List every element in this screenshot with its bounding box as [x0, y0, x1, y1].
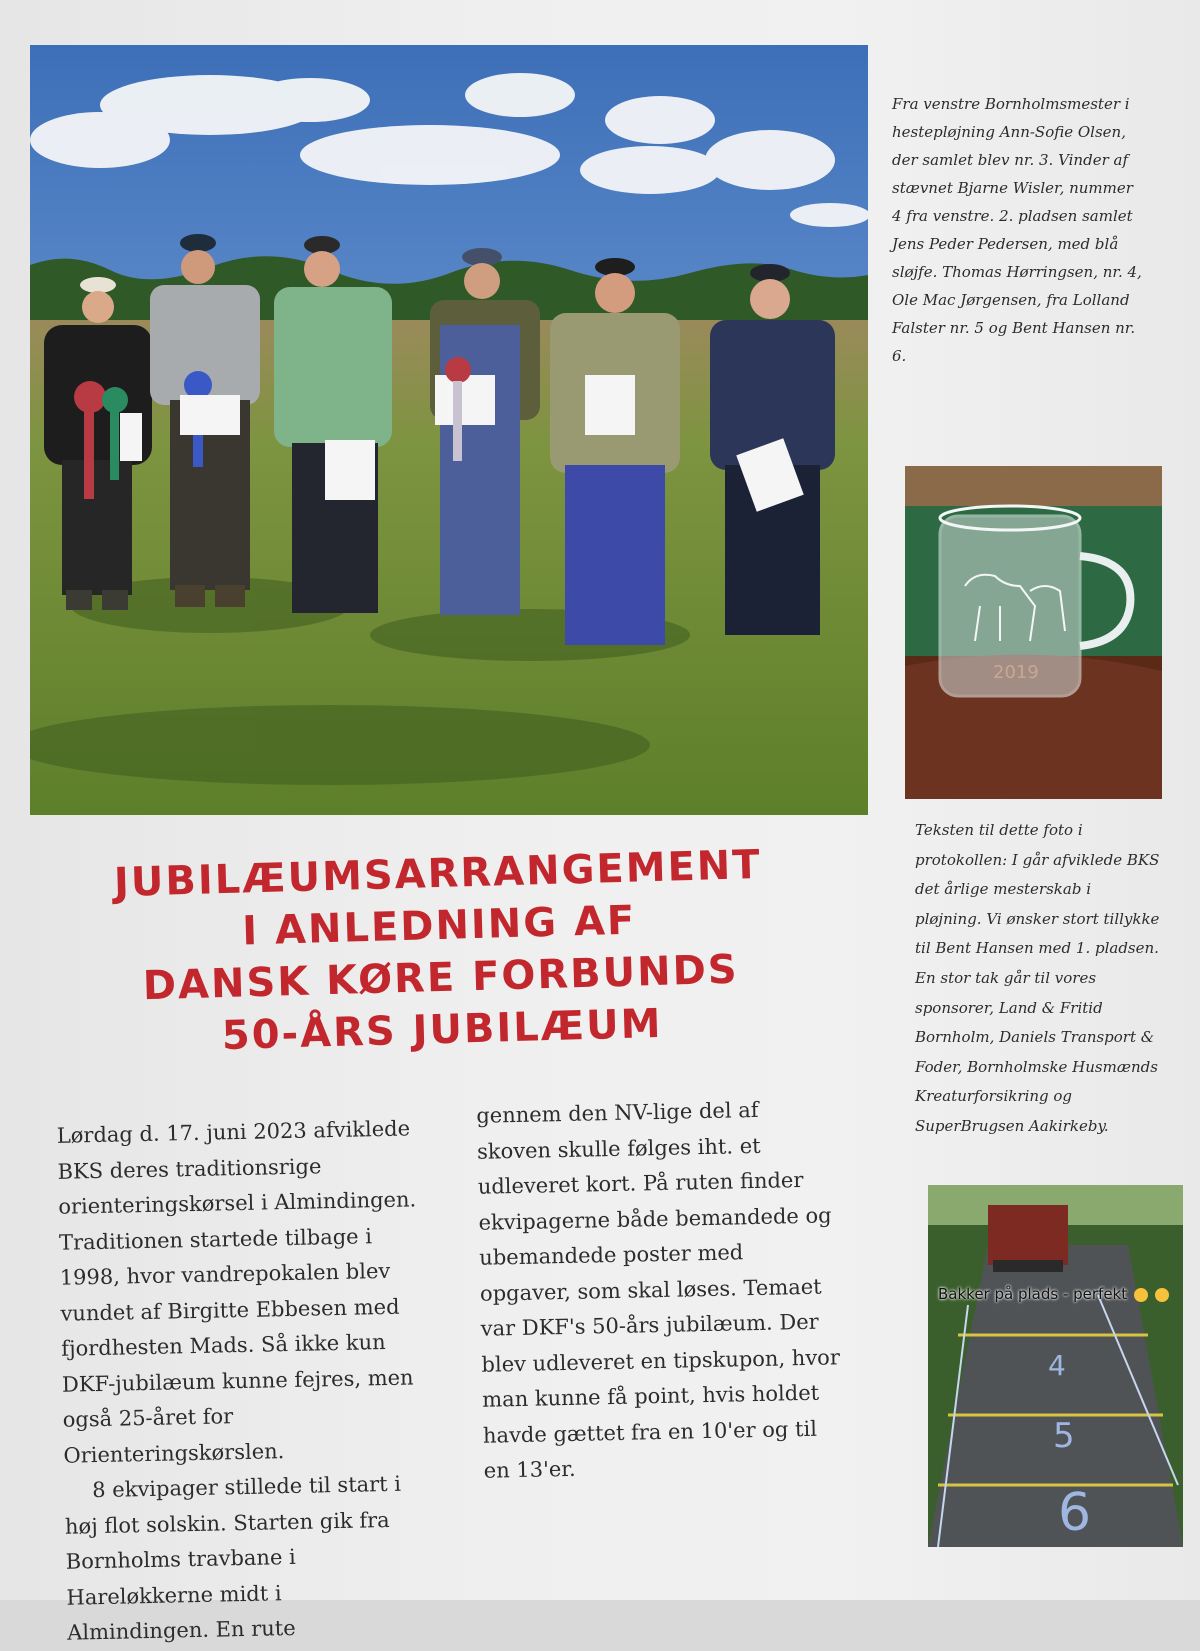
road-number-6: 6 [1058, 1483, 1092, 1543]
caption-mug: Teksten til dette foto i protokollen: I går afviklede BKS det årlige mesterskab i pløjning. Vi ønsker stort tillykke til Bent Hansen med 1. pladsen. En stor tak går til vores sponsorer, Land & Fritid Bornholm, Daniels Transport & Foder, Bornholmske Husmænds Kreaturforsikring og SuperBrugsen Aakirkeby. [915, 821, 1160, 1135]
body-paragraph: gennem den NV-lige del af skoven skulle følges iht. et udleveret kort. På ruten finder ekvipagerne både bemandede og ubemandede poster med opgaver, som skal løses. Temaet var DKF's 50-års jubilæum. Der blev udleveret en tipskupon, hvor man kunne få point, hvis holdet havde gættet fra en 10'er og til en 13'er. [476, 1097, 841, 1483]
road-overlay-text: Bakker på plads - perfekt [938, 1285, 1128, 1303]
caption-winners: Fra venstre Bornholmsmester i hestepløjning Ann-Sofie Olsen, der samlet blev nr. 3. Vinder af stævnet Bjarne Wisler, nummer 4 fra venstre. 2. pladsen samlet Jens Peder Pedersen, med blå sløjfe. Thomas Hørringsen, nr. 4, Ole Mac Jørgensen, fra Lolland Falster nr. 5 og Bent Hansen nr. 6. [892, 95, 1142, 365]
body-paragraph: Lørdag d. 17. juni 2023 afviklede BKS deres traditionsrige orienteringskørsel i Almindingen. Traditionen startede tilbage i 1998, hvor vandrepokalen blev vundet af Birgitte Ebbesen med fjordhesten Mads. Så ikke kun DKF-jubilæum kunne fejres, men også 25-året for Orienteringskørslen. [56, 1116, 417, 1468]
person-5 [550, 258, 680, 645]
title-line-1: JUBILÆUMSARRANGEMENT [113, 841, 763, 907]
mug-engraving-text: 2019 [993, 662, 1039, 683]
body-paragraph: 8 ekvipager stillede til start i høj flot solskin. Starten gik fra Bornholms travbane i Hareløkkerne midt i Almindingen. En rute [64, 1471, 402, 1645]
title-line-3: DANSK KØRE FORBUNDS [142, 946, 740, 1010]
body-column-1 [56, 1111, 427, 1651]
road-overlay-caption [938, 1285, 1178, 1303]
mug-photo [905, 466, 1162, 799]
road-number-5: 5 [1053, 1416, 1075, 1456]
road-photo [928, 1185, 1183, 1547]
road-number-4: 4 [1048, 1349, 1066, 1382]
group-photo [30, 45, 868, 815]
article-title [57, 837, 823, 1066]
title-line-4: 50-ÅRS JUBILÆUM [221, 1000, 664, 1060]
smile-emoji-icon [1134, 1288, 1148, 1302]
title-line-2: I ANLEDNING AF [241, 897, 637, 955]
body-column-2 [476, 1091, 844, 1489]
smile-emoji-icon [1155, 1288, 1169, 1302]
